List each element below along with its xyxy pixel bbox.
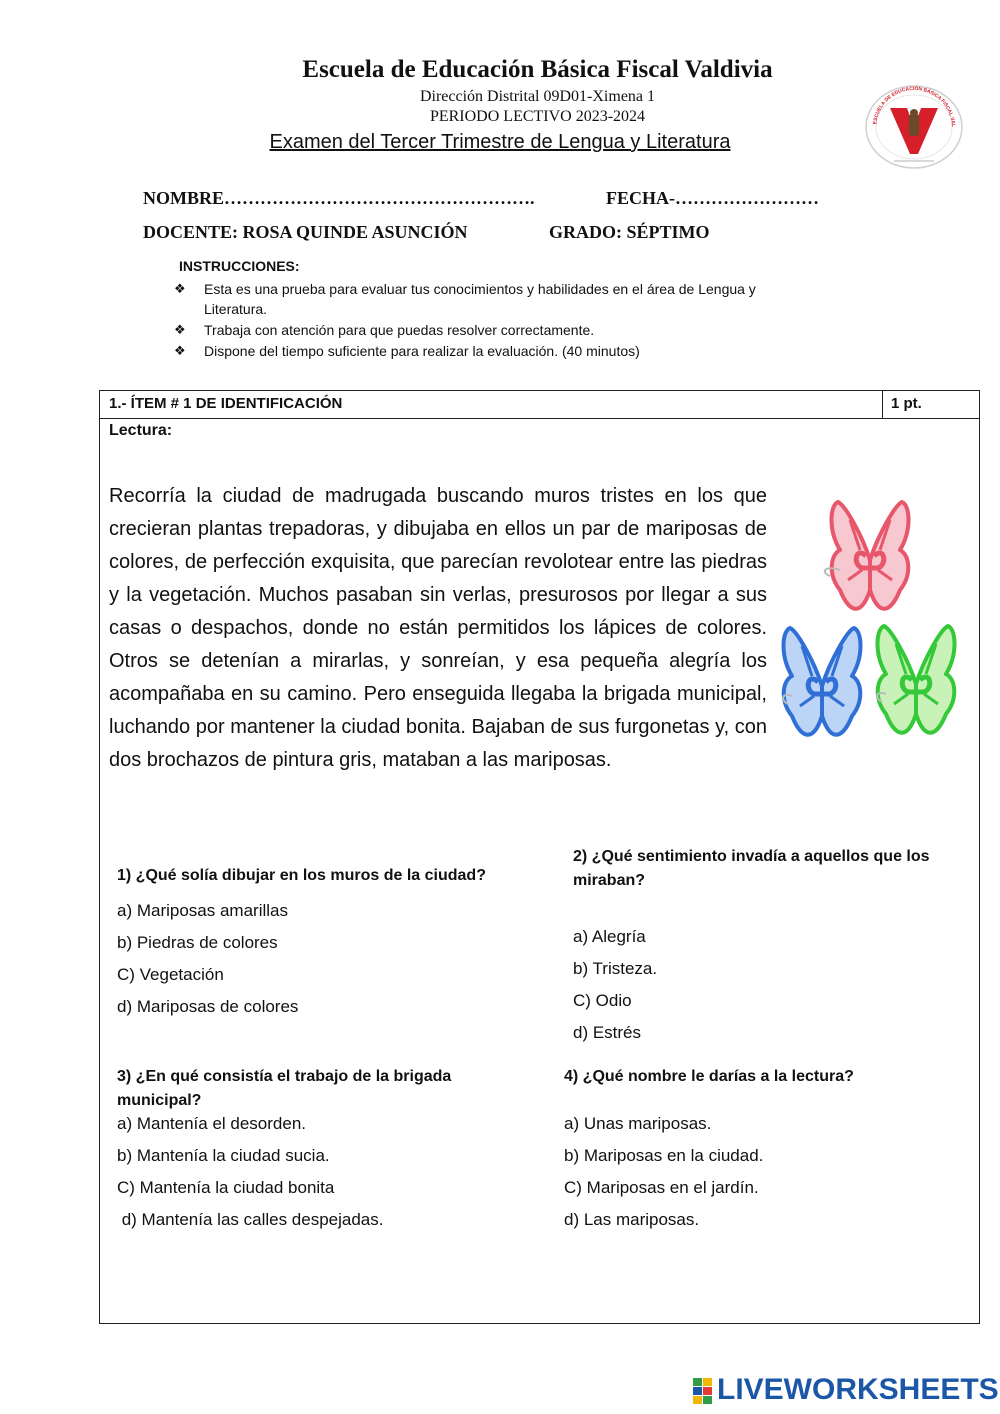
docente-label: DOCENTE: ROSA QUINDE ASUNCIÓN xyxy=(143,222,468,242)
question-3-options xyxy=(117,1108,384,1236)
question-2-options xyxy=(573,921,657,1049)
option[interactable]: a) Alegría xyxy=(573,927,646,946)
question-4: 4) ¿Qué nombre le darías a la lectura? xyxy=(564,1068,854,1085)
item-title: 1.- ÍTEM # 1 DE IDENTIFICACIÓN xyxy=(109,395,343,412)
pink-butterfly-icon xyxy=(825,502,909,609)
instructions-list xyxy=(174,279,814,362)
option[interactable]: C) Mariposas en el jardín. xyxy=(564,1178,759,1197)
nombre-field[interactable]: NOMBRE……………………………………………. xyxy=(143,188,535,208)
question-3: 3) ¿En qué consistía el trabajo de la brigada municipal? xyxy=(117,1068,452,1109)
diamond-bullet-icon: ❖ xyxy=(174,322,186,337)
diamond-bullet-icon: ❖ xyxy=(174,281,186,296)
fecha-field[interactable]: FECHA-…………………… xyxy=(606,188,819,208)
option[interactable]: b) Piedras de colores xyxy=(117,933,278,952)
instruction-item: ❖ Esta es una prueba para evaluar tus conocimientos y habilidades en el área de Lengua y Literatura. xyxy=(174,281,756,317)
option[interactable]: b) Tristeza. xyxy=(573,959,658,978)
exam-title: Examen del Tercer Trimestre de Lengua y Literatura xyxy=(269,131,731,153)
question-1-options xyxy=(117,895,298,1023)
liveworksheets-watermark xyxy=(693,1372,999,1408)
question-1: 1) ¿Qué solía dibujar en los muros de la ciudad? xyxy=(117,867,486,884)
question-4-options xyxy=(564,1108,763,1236)
instruction-item: ❖ Trabaja con atención para que puedas resolver correctamente. xyxy=(174,322,595,338)
instruction-item: ❖ Dispone del tiempo suficiente para realizar la evaluación. (40 minutos) xyxy=(174,343,640,359)
question-2: 2) ¿Qué sentimiento invadía a aquellos que los miraban? xyxy=(573,848,930,889)
item-header xyxy=(100,391,979,419)
blue-butterfly-icon xyxy=(783,628,860,735)
reading-label: Lectura: xyxy=(109,422,173,439)
district-line: Dirección Distrital 09D01-Ximena 1 xyxy=(419,88,656,105)
school-logo xyxy=(864,84,964,170)
option[interactable]: d) Las mariposas. xyxy=(564,1210,700,1229)
instructions-title: INSTRUCCIONES: xyxy=(179,258,300,274)
liveworksheets-logo-icon xyxy=(693,1378,713,1404)
option[interactable]: a) Mariposas amarillas xyxy=(117,901,288,920)
grado-label: GRADO: SÉPTIMO xyxy=(549,222,710,242)
watermark-text: LIVEWORKSHEETS xyxy=(717,1373,999,1406)
school-name: Escuela de Educación Básica Fiscal Valdivia xyxy=(302,56,773,83)
option[interactable]: a) Unas mariposas. xyxy=(564,1114,712,1133)
option[interactable]: d) Estrés xyxy=(573,1023,642,1042)
option[interactable]: C) Mantenía la ciudad bonita xyxy=(117,1178,335,1197)
option[interactable]: d) Mantenía las calles despejadas. xyxy=(117,1210,384,1229)
period-line: PERIODO LECTIVO 2023-2024 xyxy=(429,108,646,125)
option[interactable]: b) Mariposas en la ciudad. xyxy=(564,1146,764,1165)
reading-text: Recorría la ciudad de madrugada buscando muros tristes en los que crecieran plantas trepadoras, y dibujaba en ellos un par de mariposas de colores, de perfección exquisita, que parecían revolotear entre las piedras y la vegetación. Muchos pasaban sin verlas, presurosos por llegar a sus casas o despachos, donde no están permitidos los lápices de colores. Otros se detenían a mirarlas, y sonreían, y esa pequeña alegría los acompañaba en su camino. Pero enseguida llegaba la brigada municipal, luchando por mantener la ciudad bonita. Bajaban de sus furgonetas y, con dos brochazos de pintura gris, mataban a las mariposas. xyxy=(109,485,767,771)
option[interactable]: C) Odio xyxy=(573,991,632,1010)
option[interactable]: d) Mariposas de colores xyxy=(117,997,299,1016)
diamond-bullet-icon: ❖ xyxy=(174,343,186,358)
butterflies-illustration xyxy=(780,496,960,756)
green-butterfly-icon xyxy=(877,626,954,733)
option[interactable]: a) Mantenía el desorden. xyxy=(117,1114,307,1133)
item-points: 1 pt. xyxy=(891,395,922,412)
logo-text: ESCUELA DE EDUCACIÓN BÁSICA FISCAL VAL xyxy=(872,85,957,128)
option[interactable]: b) Mantenía la ciudad sucia. xyxy=(117,1146,330,1165)
option[interactable]: C) Vegetación xyxy=(117,965,224,984)
